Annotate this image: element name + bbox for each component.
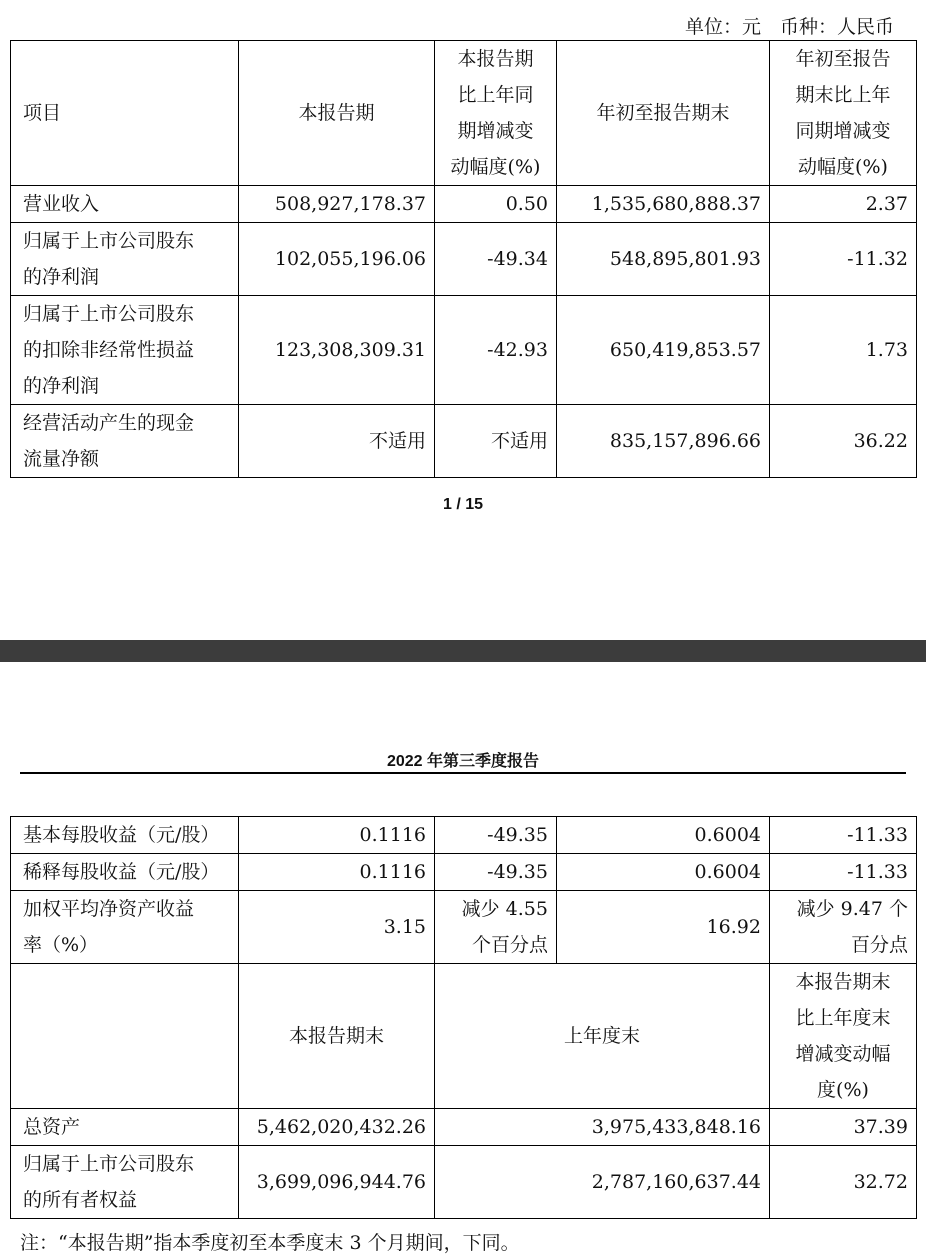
item-line: 的净利润 <box>23 375 100 397</box>
cell-ytd-change: 2.37 <box>770 186 917 223</box>
cell-ytd: 16.92 <box>557 891 770 964</box>
row-item <box>11 891 239 964</box>
item-line: 基本每股收益（元/股） <box>23 824 220 846</box>
table-header-row <box>11 41 917 186</box>
header-line: 期增减变 <box>457 120 534 142</box>
item-line: 总资产 <box>23 1116 81 1138</box>
cell-current-change <box>435 891 557 964</box>
page-separator <box>0 640 926 662</box>
cell-current: 508,927,178.37 <box>239 186 435 223</box>
financial-summary-table <box>10 40 917 478</box>
header-item: 项目 <box>11 41 239 186</box>
cell-current: 0.1116 <box>239 817 435 854</box>
cell-current: 123,308,309.31 <box>239 296 435 405</box>
financial-summary-table-continued <box>10 816 917 1219</box>
cell-ytd-change: -11.32 <box>770 223 917 296</box>
cell-ytd: 548,895,801.93 <box>557 223 770 296</box>
header-ytd: 年初至报告期末 <box>557 41 770 186</box>
cell-current-end: 5,462,020,432.26 <box>239 1109 435 1146</box>
cell-ytd: 835,157,896.66 <box>557 405 770 478</box>
value-line: -49.35 <box>487 861 548 883</box>
cell-ytd: 1,535,680,888.37 <box>557 186 770 223</box>
cell-current-change: 不适用 <box>435 405 557 478</box>
footnote: 注：“本报告期”指本季度初至本季度末 3 个月期间，下同。 <box>20 1232 520 1254</box>
table-row <box>11 854 917 891</box>
cell-current: 不适用 <box>239 405 435 478</box>
item-line: 营业收入 <box>23 193 100 215</box>
value-line: 减少 4.55 <box>461 898 548 920</box>
cell-ytd-change <box>770 854 917 891</box>
table-row <box>11 1109 917 1146</box>
cell-current-change: 0.50 <box>435 186 557 223</box>
cell-ytd-change <box>770 891 917 964</box>
cell-end-change: 37.39 <box>770 1109 917 1146</box>
table-subheader-row <box>11 964 917 1109</box>
item-line: 稀释每股收益（元/股） <box>23 861 220 883</box>
cell-ytd-change <box>770 817 917 854</box>
header-prev-year-end: 上年度末 <box>435 964 770 1109</box>
row-item <box>11 854 239 891</box>
cell-current: 102,055,196.06 <box>239 223 435 296</box>
table-row <box>11 405 917 478</box>
cell-current-end: 3,699,096,944.76 <box>239 1146 435 1219</box>
row-item <box>11 405 239 478</box>
value-line: 减少 9.47 个 <box>796 898 908 920</box>
item-line: 流量净额 <box>23 448 100 470</box>
cell-current-change <box>435 854 557 891</box>
cell-prev-end: 2,787,160,637.44 <box>435 1146 770 1219</box>
value-line: 个百分点 <box>471 934 548 956</box>
value-line: -11.33 <box>847 824 908 846</box>
report-header-title: 2022 年第三季度报告 <box>386 753 540 770</box>
cell-ytd: 0.6004 <box>557 817 770 854</box>
row-item <box>11 186 239 223</box>
header-end-change <box>770 964 917 1109</box>
cell-ytd: 0.6004 <box>557 854 770 891</box>
cell-current: 0.1116 <box>239 854 435 891</box>
header-line: 动幅度(%) <box>798 156 888 178</box>
row-item <box>11 1109 239 1146</box>
item-line: 归属于上市公司股东 <box>23 230 195 252</box>
item-line: 加权平均净资产收益 <box>23 898 195 920</box>
cell-prev-end: 3,975,433,848.16 <box>435 1109 770 1146</box>
header-ytd-change <box>770 41 917 186</box>
table-row <box>11 296 917 405</box>
cell-current-change <box>435 817 557 854</box>
table-row <box>11 891 917 964</box>
row-item <box>11 296 239 405</box>
cell-ytd-change: 36.22 <box>770 405 917 478</box>
value-line: -49.35 <box>487 824 548 846</box>
header-line: 期末比上年 <box>795 84 891 106</box>
cell-end-change: 32.72 <box>770 1146 917 1219</box>
item-line: 归属于上市公司股东 <box>23 303 195 325</box>
header-current-period: 本报告期 <box>239 41 435 186</box>
header-rule <box>20 772 906 774</box>
table-row <box>11 817 917 854</box>
header-line: 增减变动幅 <box>795 1043 891 1065</box>
row-item <box>11 1146 239 1219</box>
item-line: 归属于上市公司股东 <box>23 1153 195 1175</box>
item-line: 的净利润 <box>23 266 100 288</box>
header-line: 本报告期 <box>457 48 534 70</box>
header-current-end: 本报告期末 <box>239 964 435 1109</box>
row-item <box>11 817 239 854</box>
header-line: 比上年度末 <box>795 1007 891 1029</box>
table-row <box>11 186 917 223</box>
header-line: 比上年同 <box>457 84 534 106</box>
header-line: 同期增减变 <box>795 120 891 142</box>
cell-current: 3.15 <box>239 891 435 964</box>
header-current-change <box>435 41 557 186</box>
header-line: 度(%) <box>817 1079 869 1101</box>
subheader-empty <box>11 964 239 1109</box>
row-item <box>11 223 239 296</box>
table-row <box>11 1146 917 1219</box>
header-line: 本报告期末 <box>795 971 891 993</box>
cell-ytd: 650,419,853.57 <box>557 296 770 405</box>
item-line: 经营活动产生的现金 <box>23 412 195 434</box>
item-line: 的所有者权益 <box>23 1189 138 1211</box>
cell-current-change: -49.34 <box>435 223 557 296</box>
unit-currency-label: 单位：元 币种：人民币 <box>684 16 894 38</box>
item-line: 率（%） <box>23 934 99 956</box>
table-row <box>11 223 917 296</box>
value-line: -11.33 <box>847 861 908 883</box>
header-line: 动幅度(%) <box>450 156 541 178</box>
value-line: 百分点 <box>850 934 908 956</box>
item-line: 的扣除非经常性损益 <box>23 339 195 361</box>
header-line: 年初至报告 <box>795 48 891 70</box>
cell-ytd-change: 1.73 <box>770 296 917 405</box>
page-number: 1 / 15 <box>442 496 484 513</box>
cell-current-change: -42.93 <box>435 296 557 405</box>
